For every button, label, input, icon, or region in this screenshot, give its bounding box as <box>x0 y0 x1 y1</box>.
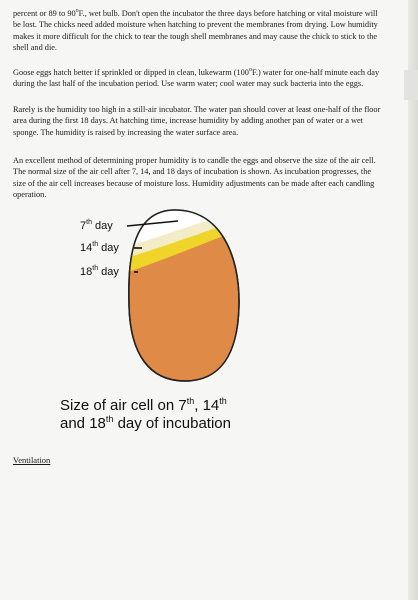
paragraph-humidity-hatching <box>13 8 383 54</box>
figure-caption-line-2 <box>60 415 360 433</box>
degree-symbol: o <box>75 8 79 15</box>
caption-text: , 14 <box>194 397 220 414</box>
caption-text: Size of air cell on 7 <box>60 397 187 414</box>
paragraph-goose-eggs <box>13 67 383 90</box>
caption-text: and 18 <box>60 415 106 432</box>
air-cell-egg-diagram <box>60 205 290 385</box>
section-heading-ventilation: Ventilation <box>13 455 51 465</box>
p2-text-a: Goose eggs hatch better if sprinkled or dipped in clean, lukewarm (100 <box>13 68 249 77</box>
scan-margin-mark <box>404 70 418 100</box>
caption-sup: th <box>219 396 227 406</box>
figure-caption-line-1 <box>60 397 360 415</box>
paragraph-candling: An excellent method of determining proper humidity is to candle the eggs and observe the size of the air cell. The normal size of the air cell after 7, 14, and 18 days of incubation is shown. As incubation progresses, the size of the air cell increases because of moisture loss. Humidity adjustments can be made after each candling operation. <box>13 156 376 200</box>
caption-text: day of incubation <box>113 415 231 432</box>
p1-text-b: F., wet bulb. Don't open the incubator the three days before hatching or vital moisture will be lost. The chicks need added moisture when hatching to prevent the membranes from drying. Low humidity makes it more difficult for the chick to tear the tough shell membranes and may cause the chick to stick to the shell and die. <box>13 9 378 53</box>
caption-sup: th <box>186 396 195 406</box>
label-7th-day: 7th $_{day}$ <box>80 219 113 232</box>
paragraph-still-air-incubator: Rarely is the humidity too high in a still-air incubator. The water pan should cover at least one-half of the floor area during the first 18 days. At hatching time, increase humidity by adding another pan of water or a wet sponge. The humidity is raised by increasing the water surface area. <box>13 105 381 137</box>
p2-text-b: F.) water for one-half minute each day during the last half of the incubation period. Use warm water; cool water may suck bacteria into the eggs. <box>13 68 380 89</box>
p1-text-a: percent or 89 to 90 <box>13 9 76 18</box>
caption-sup: th <box>105 414 114 424</box>
label-18th-day: 18th $_{day}$ <box>80 265 119 278</box>
label-14th-day: 14th $_{day}$ <box>80 241 119 254</box>
degree-symbol: o <box>248 67 252 74</box>
